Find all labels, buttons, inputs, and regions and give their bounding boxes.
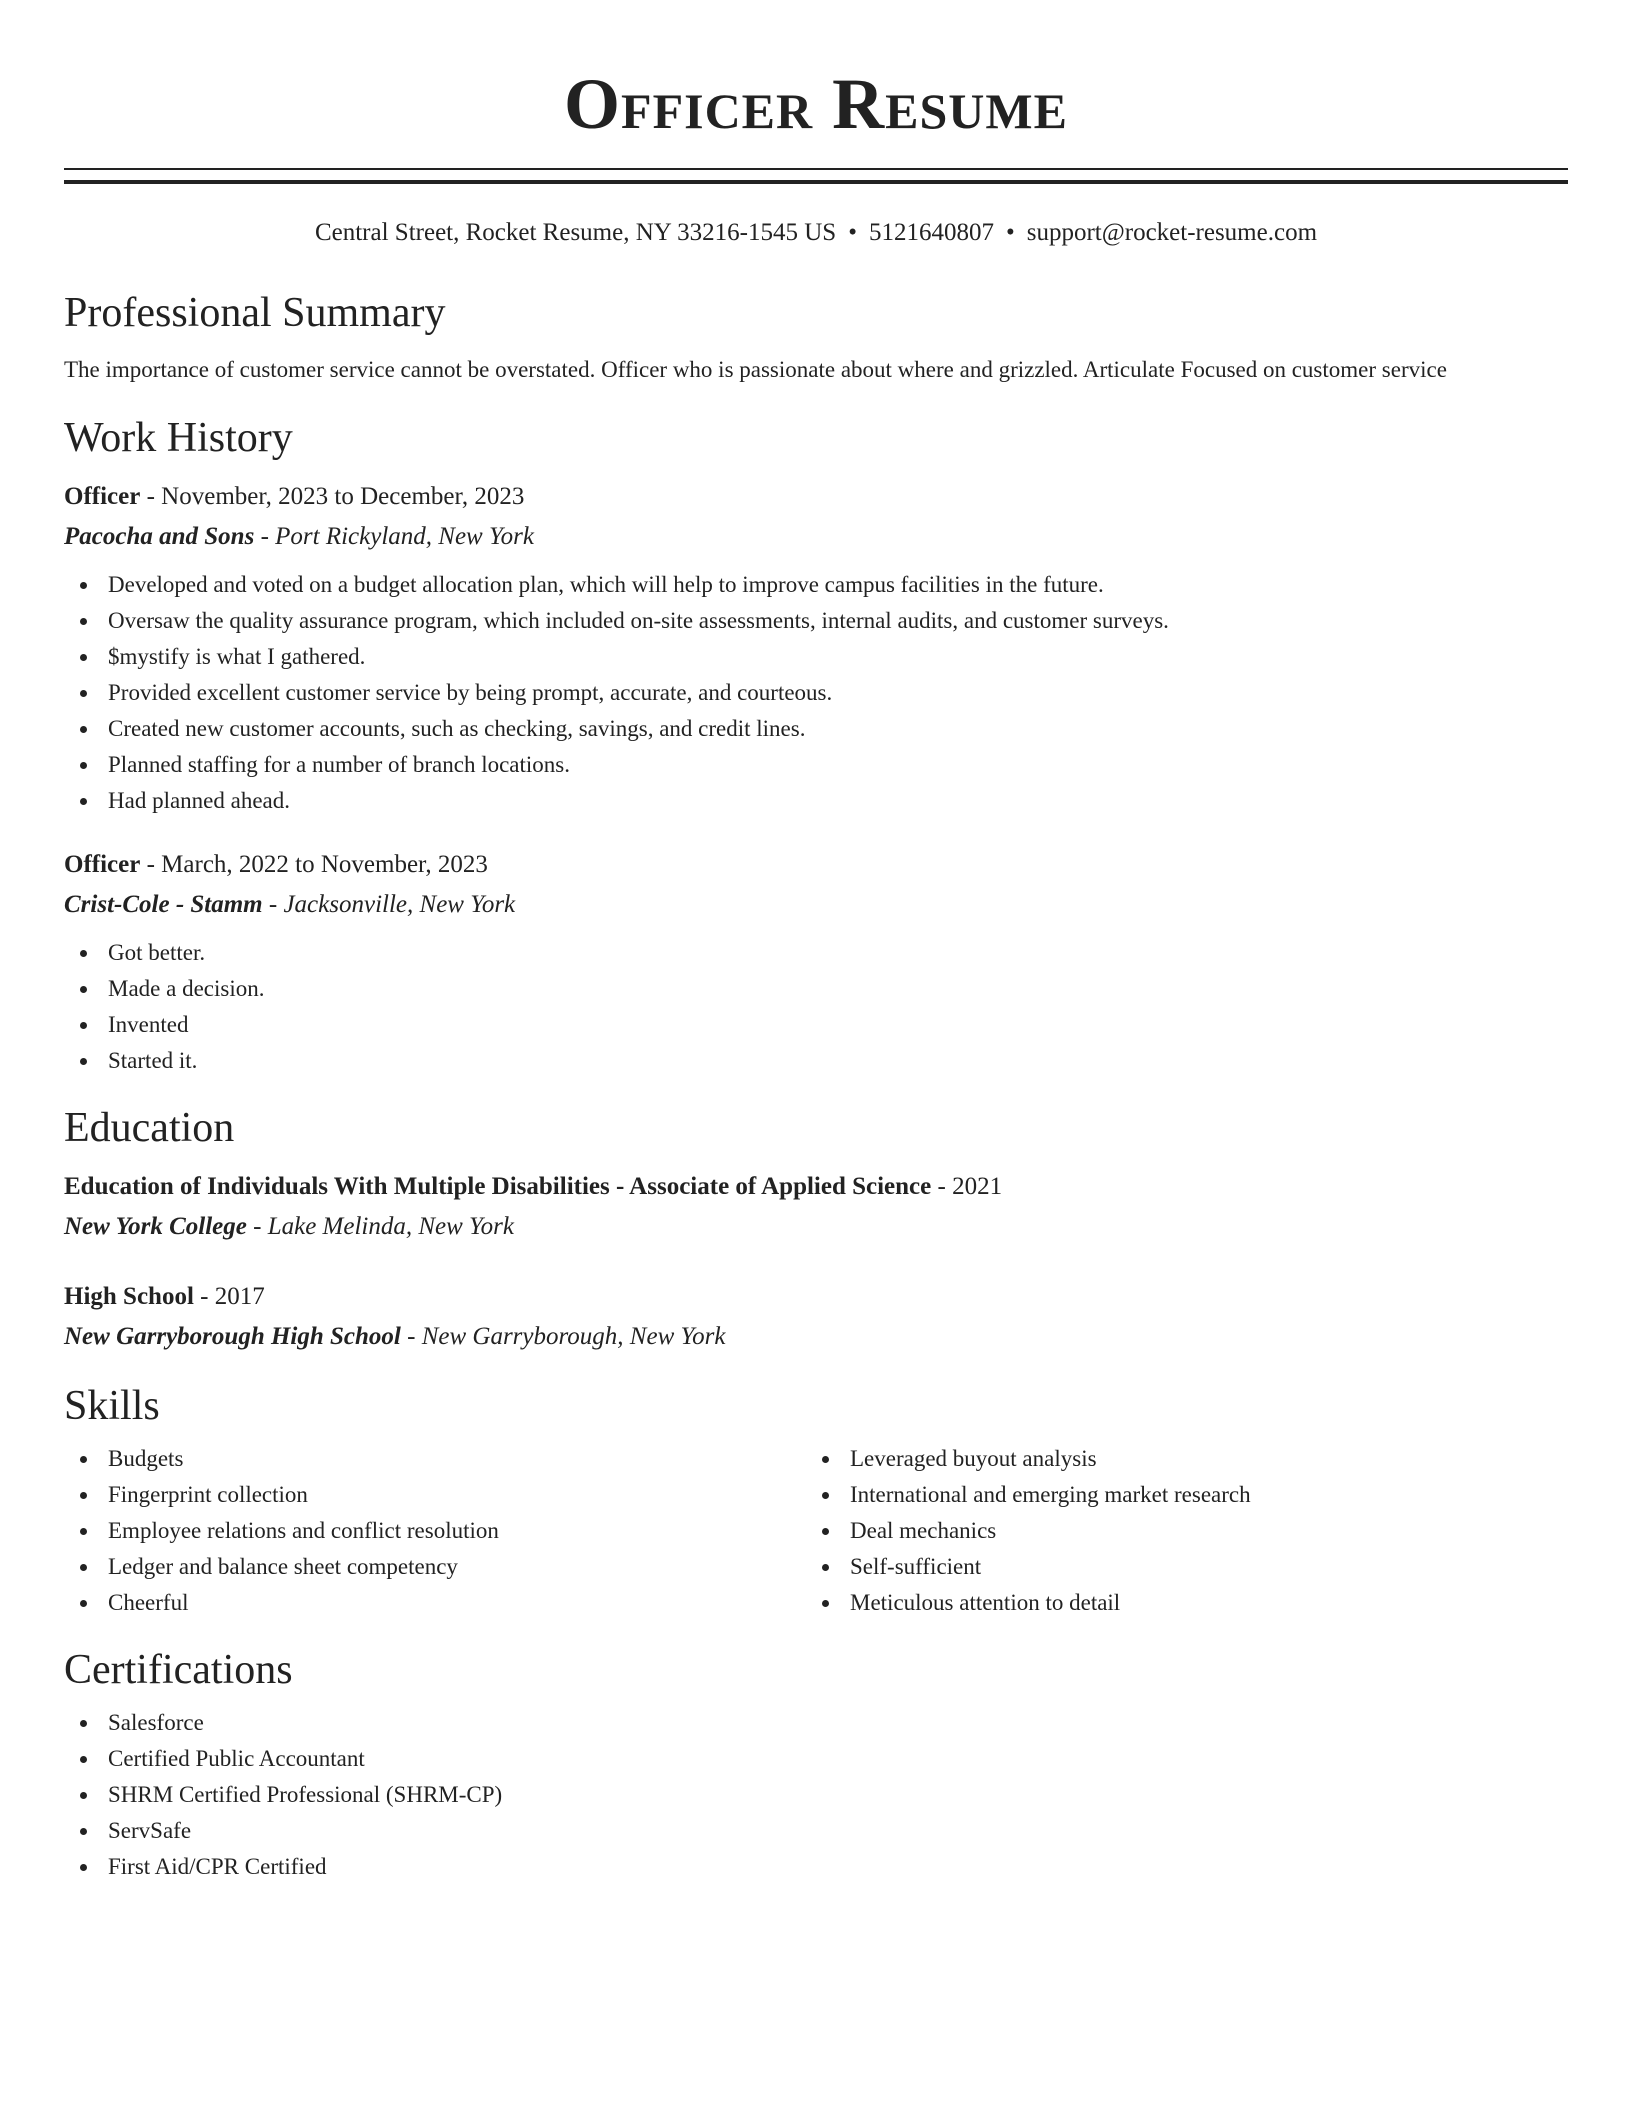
job-company: Crist-Cole - Stamm [64,891,263,918]
job-dates: - November, 2023 to December, 2023 [140,483,525,510]
skills-section [64,1381,1568,1621]
certifications-heading: Certifications [64,1647,293,1693]
job-entry [64,845,1568,1079]
job-title-line [64,845,1568,885]
education-entry [64,1277,1568,1357]
job-title: Officer [64,851,141,878]
skills-grid [64,1441,1568,1621]
education-school-line [64,1317,1568,1357]
job-title-line [64,477,1568,517]
list-item: Started it. [64,1043,1568,1079]
resume-title: Officer Resume [564,64,1068,144]
skills-list-right [806,1441,1548,1621]
skills-column-right [806,1441,1548,1621]
job-location: - Jacksonville, New York [262,891,516,918]
job-location: - Port Rickyland, New York [254,523,534,550]
skills-heading: Skills [64,1383,160,1429]
list-item: Planned staffing for a number of branch locations. [64,747,1568,783]
list-item: Budgets [64,1441,806,1477]
summary-section [64,288,1568,385]
skills-list-left [64,1441,806,1621]
certifications-list [64,1705,1568,1885]
education-entry [64,1167,1568,1247]
list-item: Salesforce [64,1705,1568,1741]
education-location: - New Garryborough, New York [400,1323,726,1350]
list-item: Deal mechanics [806,1513,1548,1549]
education-degree-line [64,1167,1568,1207]
job-company-line [64,885,1568,925]
certifications-section [64,1645,1568,1885]
education-section [64,1103,1568,1357]
skills-column-left [64,1441,806,1621]
education-degree-line [64,1277,1568,1317]
contact-separator: • [848,219,857,246]
education-degree: High School [64,1283,194,1310]
job-bullets [64,567,1568,819]
list-item: Invented [64,1007,1568,1043]
list-item: International and emerging market research [806,1477,1548,1513]
education-degree: Education of Individuals With Multiple Disabilities - Associate of Applied Science [64,1173,932,1200]
work-history-section [64,413,1568,1079]
list-item: Meticulous attention to detail [806,1585,1548,1621]
contact-address: Central Street, Rocket Resume, NY 33216-1545 US [314,219,837,246]
job-company: Pacocha and Sons [64,523,255,550]
list-item: Self-sufficient [806,1549,1548,1585]
education-school: New York College [64,1213,247,1240]
list-item: Ledger and balance sheet competency [64,1549,806,1585]
list-item: Had planned ahead. [64,783,1568,819]
list-item: $mystify is what I gathered. [64,639,1568,675]
contact-separator: • [1005,219,1015,246]
education-school: New Garryborough High School [64,1323,401,1350]
list-item: Developed and voted on a budget allocation plan, which will help to improve campus facilities in the future. [64,567,1568,603]
list-item: Provided excellent customer service by being prompt, accurate, and courteous. [64,675,1568,711]
title-divider [64,168,1568,184]
list-item: Got better. [64,935,1568,971]
resume-page [64,0,1568,1885]
list-item: Fingerprint collection [64,1477,806,1513]
list-item: Employee relations and conflict resolution [64,1513,806,1549]
contact-email: support@rocket-resume.com [1026,219,1318,246]
list-item: SHRM Certified Professional (SHRM-CP) [64,1777,1568,1813]
job-company-line [64,517,1568,557]
work-history-heading: Work History [64,415,293,461]
contact-line [64,218,1568,248]
list-item: Oversaw the quality assurance program, which included on-site assessments, internal audits, and customer surveys. [64,603,1568,639]
list-item: Cheerful [64,1585,806,1621]
education-heading: Education [64,1105,235,1151]
job-entry [64,477,1568,819]
education-school-line [64,1207,1568,1247]
contact-phone: 5121640807 [868,219,994,246]
list-item: Certified Public Accountant [64,1741,1568,1777]
job-dates: - March, 2022 to November, 2023 [140,851,488,878]
summary-text: The importance of customer service cannot be overstated. Officer who is passionate about where and grizzled. Articulate Focused on customer service [64,357,1447,382]
list-item: Leveraged buyout analysis [806,1441,1548,1477]
job-bullets [64,935,1568,1079]
list-item: First Aid/CPR Certified [64,1849,1568,1885]
education-location: - Lake Melinda, New York [246,1213,514,1240]
list-item: ServSafe [64,1813,1568,1849]
summary-heading: Professional Summary [64,290,446,336]
job-title: Officer [64,483,141,510]
education-year: - 2021 [931,1173,1003,1200]
list-item: Created new customer accounts, such as checking, savings, and credit lines. [64,711,1568,747]
list-item: Made a decision. [64,971,1568,1007]
education-year: - 2017 [193,1283,265,1310]
